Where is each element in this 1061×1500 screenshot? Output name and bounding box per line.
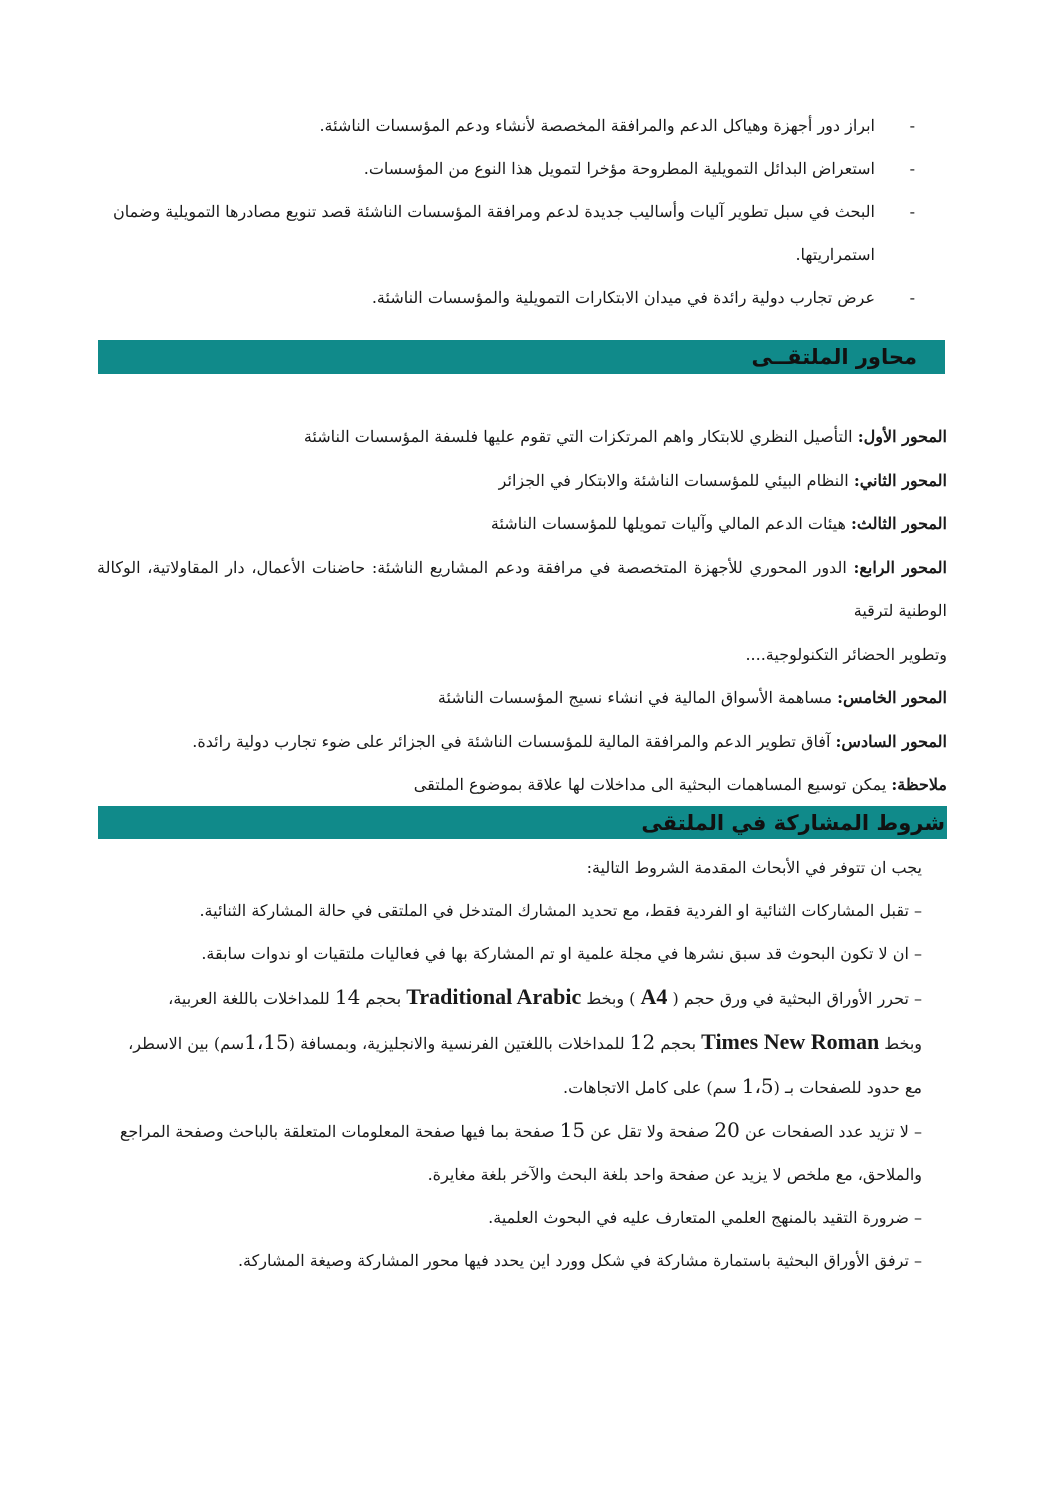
condition-text: سم) بين الاسطر، (128, 1034, 245, 1053)
axis-text: الدور المحوري للأجهزة المتخصصة في مرافقة ودعم المشاريع الناشئة: حاضنات الأعمال، دار المقاولاتية، الوكالة الوطنية لترقية (97, 557, 947, 620)
condition-text: ) وبخط (586, 989, 636, 1008)
axis-label: المحور الثاني: (853, 470, 947, 490)
conditions-list (95, 846, 922, 1282)
objective-text: استعراض البدائل التمويلية المطروحة مؤخرا لتمويل هذا النوع من المؤسسات. (363, 159, 875, 178)
condition-item-continuation (95, 1020, 922, 1065)
axes-list (97, 415, 947, 807)
condition-item: – ترفق الأوراق البحثية باستمارة مشاركة في شكل وورد اين يحدد فيها محور المشاركة وصيغة المشاركة. (237, 1251, 922, 1270)
objective-text: عرض تجارب دولية رائدة في ميدان الابتكارات التمويلية والمؤسسات الناشئة. (371, 288, 875, 307)
bullet-dash: - (909, 116, 915, 135)
objective-item (100, 190, 915, 233)
page-margin: 1،5 (741, 1074, 774, 1098)
note-item (97, 763, 947, 807)
axis-label: المحور الأول: (857, 427, 947, 446)
objective-item (100, 276, 915, 319)
condition-item: – ان لا تكون البحوث قد سبق نشرها في مجلة علمية او تم المشاركة بها في فعاليات ملتقيات او ندوات سابقة. (201, 944, 922, 963)
condition-text: سم) على كامل الاتجاهات. (563, 1078, 737, 1097)
max-pages: 20 (714, 1118, 740, 1142)
objective-text: البحث في سبل تطوير آليات وأساليب جديدة لدعم ومرافقة المؤسسات الناشئة قصد تنويع مصادرها التمويلية وضمان (113, 202, 875, 221)
objective-text: استمراريتها. (795, 245, 875, 264)
section-header-conditions (98, 806, 947, 839)
condition-text: صفحة ولا تقل عن (590, 1122, 710, 1141)
section-title: شروط المشاركة في الملتقى (641, 810, 945, 835)
axis-text: آفاق تطوير الدعم والمرافقة المالية للمؤسسات الناشئة في الجزائر على ضوء تجارب دولية رائدة. (192, 731, 836, 751)
axis-label: المحور الخامس: (837, 688, 947, 707)
axis-item (97, 502, 947, 546)
condition-text: – لا تزيد عدد الصفحات عن (744, 1122, 922, 1141)
condition-text: للمداخلات باللغة العربية، (168, 989, 330, 1008)
condition-text: – تحرر الأوراق البحثية في ورق حجم ( (672, 989, 922, 1008)
condition-text: صفحة بما فيها صفحة المعلومات المتعلقة بالباحث وصفحة المراجع (119, 1122, 555, 1141)
paper-size: A4 (640, 984, 668, 1009)
axis-item (97, 676, 947, 720)
axis-text: التأصيل النظري للابتكار واهم المرتكزات التي تقوم عليها فلسفة المؤسسات الناشئة (303, 427, 858, 446)
section-title: محاور الملتقــى (751, 345, 917, 369)
objective-item-continuation (100, 233, 915, 276)
bullet-dash: - (909, 288, 915, 307)
objectives-list (100, 104, 915, 319)
objective-item (100, 147, 915, 190)
axis-label: المحور الثالث: (851, 514, 947, 533)
axis-text: مساهمة الأسواق المالية في انشاء نسيج المؤسسات الناشئة (437, 688, 838, 707)
note-label: ملاحظة: (891, 775, 947, 794)
font-size-arabic: 14 (334, 985, 361, 1009)
condition-item: – تقبل المشاركات الثنائية او الفردية فقط، مع تحديد المشارك المتدخل في الملتقى في حالة المشاركة الثنائية. (199, 901, 922, 920)
axis-text: النظام البيئي للمؤسسات الناشئة والابتكار في الجزائر (498, 470, 854, 490)
condition-text: للمداخلات باللغتين الفرنسية والانجليزية، وبمسافة ( (288, 1034, 625, 1053)
line-spacing: 1،15 (244, 1030, 289, 1054)
axis-item (97, 720, 947, 764)
condition-text: وبخط (884, 1034, 922, 1053)
condition-item (95, 1109, 922, 1153)
axis-item (97, 459, 947, 503)
objective-text: ابراز دور أجهزة وهياكل الدعم والمرافقة المخصصة لأنشاء ودعم المؤسسات الناشئة. (319, 116, 875, 135)
bullet-dash: - (909, 202, 915, 221)
condition-text: بحجم (365, 989, 402, 1008)
bullet-dash: - (909, 159, 915, 178)
condition-text: بحجم (660, 1034, 697, 1053)
axis-label: المحور الرابع: (853, 557, 948, 577)
axis-text: هيئات الدعم المالي وآليات تمويلها للمؤسسات الناشئة (490, 514, 852, 533)
axis-label: المحور السادس: (835, 731, 947, 751)
min-pages: 15 (559, 1118, 586, 1142)
font-size-latin: 12 (629, 1030, 656, 1054)
axis-item-continuation: وتطوير الحضائر التكنولوجية.... (745, 644, 947, 664)
axis-item (97, 415, 947, 459)
objective-item (100, 104, 915, 147)
condition-item-continuation: والملاحق، مع ملخص لا يزيد عن صفحة واحد بلغة البحث والآخر بلغة مغايرة. (427, 1165, 922, 1184)
conditions-intro: يجب ان تتوفر في الأبحاث المقدمة الشروط التالية: (586, 858, 922, 877)
condition-text: مع حدود للصفحات بـ ( (773, 1078, 922, 1097)
note-text: يمكن توسيع المساهمات البحثية الى مداخلات لها علاقة بموضوع الملتقى (413, 775, 892, 794)
section-header-axes (98, 340, 945, 374)
axis-item (97, 546, 947, 633)
condition-item: – ضرورة التقيد بالمنهج العلمي المتعارف عليه في البحوث العلمية. (488, 1208, 922, 1227)
font-name-latin: Times New Roman (701, 1029, 880, 1054)
condition-item (95, 975, 922, 1020)
font-name-arabic: Traditional Arabic (406, 984, 582, 1009)
condition-item-continuation (95, 1065, 922, 1109)
